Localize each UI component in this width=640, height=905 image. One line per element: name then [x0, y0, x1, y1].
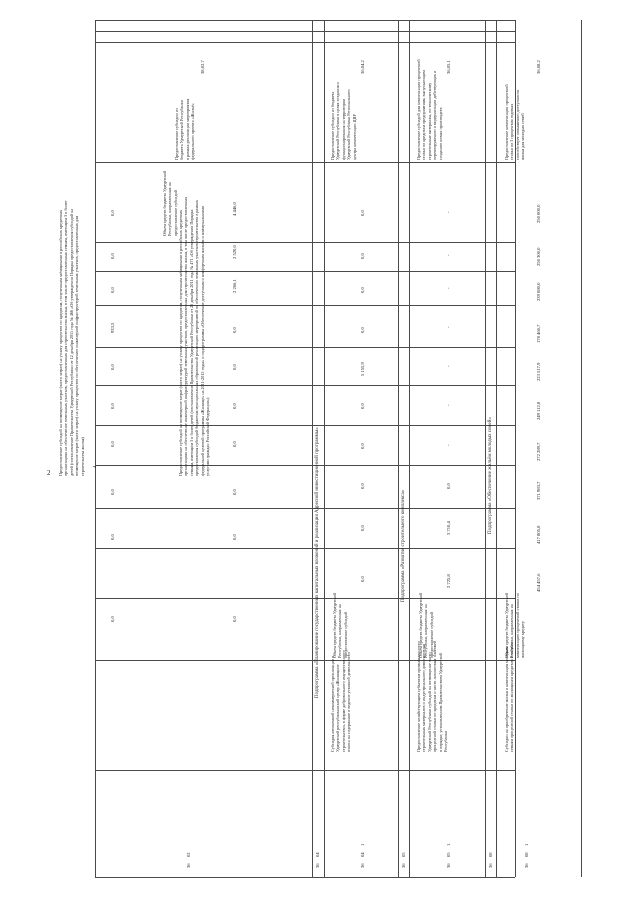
- source-label: Объем средств бюджета Удмуртской Республики, направленных на предоставление субсидий: [332, 592, 348, 658]
- row-code: 04: [315, 852, 320, 857]
- value-cell: 0,0: [360, 327, 365, 333]
- value-cell: 0,0: [360, 483, 365, 489]
- target-code: 38,02.7: [200, 60, 205, 74]
- value-cell: 0,0: [232, 364, 237, 370]
- rule-col-source: [95, 242, 515, 243]
- row-code: 08: [524, 852, 529, 857]
- table-border-top: [95, 20, 515, 21]
- row-num: 36: [315, 863, 320, 868]
- row-code: 05: [446, 852, 451, 857]
- row-code: 02: [186, 852, 191, 857]
- subprogram-band: Подпрограмма «Планирование государственных капитальных вложений и реализация Адресной инвестиционной программы»: [315, 427, 320, 698]
- row-sep-3: [485, 20, 486, 877]
- value-cell: 178 466,7: [536, 324, 541, 343]
- rule-v8: [95, 548, 515, 549]
- result-text: Предоставление компенсации процентной ставки по 3 процентам годовых способствует повышению доступности жилья для молодых семей: [504, 84, 526, 160]
- result-text: Предоставление субсидии из бюджета Удмуртской Республики в целях создания и функционирования на территории Удмуртской Республики Регионального центра компетенции ЦИР: [330, 82, 357, 160]
- rule-col-text: [95, 162, 515, 163]
- page-number: 2: [47, 469, 51, 477]
- value-cell: 0,0: [360, 443, 365, 449]
- target-code: 36,08.2: [536, 60, 541, 74]
- value-cell: 417 805,8: [536, 525, 541, 544]
- value-cell: 2 266,1: [232, 279, 237, 293]
- value-cell: -: [446, 444, 451, 446]
- value-cell: 0,0: [360, 525, 365, 531]
- value-cell: 2 520,0: [232, 245, 237, 259]
- rule-v10: [95, 660, 515, 661]
- value-cell: -: [446, 211, 451, 213]
- value-cell: 3 710,4: [446, 521, 451, 535]
- subprogram-band: Подпрограмма «Развитие строительного комплекса»: [401, 489, 406, 602]
- value-cell: 0,0: [232, 616, 237, 622]
- value-cell: 4 446,0: [232, 202, 237, 216]
- value-cell: 0,0: [110, 287, 115, 293]
- value-cell: 0,0: [110, 210, 115, 216]
- subprogram-band: Подпрограмма «Обеспечение жильём молодых семей»: [488, 417, 493, 534]
- value-cell: -: [446, 404, 451, 406]
- rule-v3: [95, 347, 515, 348]
- row-num: 36: [401, 863, 406, 868]
- value-cell: -: [446, 326, 451, 328]
- value-cell: 0,0: [232, 534, 237, 540]
- result-text: Предоставление субсидий для компенсации процентной ставки по кредитам предприятиям, выпускающим строительные материалы, по техническому перевооружению и модернизации действующих и созданию новых производств: [416, 59, 443, 160]
- row-num: 36: [488, 863, 493, 868]
- row-code: 08: [488, 852, 493, 857]
- row-text: Предоставление хозяйствующим субъектам промышленности строительных материалов и индустриального домостроения Удмуртской Республики субсидий на возмещение части процентной ставки по кредитам и части лизинговых платежей в порядке, установленном Правительством Удмуртской Республики: [416, 640, 449, 752]
- rule-v9: [95, 598, 515, 599]
- row-sep-band-04: [324, 20, 325, 877]
- value-cell: 371 983,7: [536, 481, 541, 500]
- rule-v2: [95, 305, 515, 306]
- row-num: 36: [524, 863, 529, 868]
- value-cell: 933,5: [110, 322, 115, 333]
- value-cell: 0,0: [360, 287, 365, 293]
- target-code: 36,04.2: [360, 60, 365, 74]
- row-text: Субсидия автономной некоммерческой организации в Удмуртской республиканский центр «Жилищное строительство» в форме добровольного имущественного взноса на содержание и ведение уставной деятельности: [330, 650, 352, 752]
- value-cell: 0,0: [110, 616, 115, 622]
- value-cell: 0,0: [110, 403, 115, 409]
- row-sep-band-05: [409, 20, 410, 877]
- rule-v6: [95, 465, 515, 466]
- value-cell: 0,0: [360, 210, 365, 216]
- rule-v5: [95, 425, 515, 426]
- row-sep-1: [312, 20, 313, 877]
- rule-col-code: [95, 42, 515, 43]
- value-cell: 5 155,9: [360, 362, 365, 376]
- row-sep-2: [398, 20, 399, 877]
- value-cell: 250 300,0: [536, 247, 541, 266]
- result-text: Предоставление субсидии из бюджета Удмуртской Республики в рамках реализации мероприятия федерального проекта «Жильё»: [174, 98, 196, 160]
- target-code: 36,05.1: [446, 60, 451, 74]
- row-sub: 1: [360, 843, 365, 846]
- row-sub: 1: [524, 843, 529, 846]
- value-cell: 0,0: [360, 403, 365, 409]
- rule-v7: [95, 508, 515, 509]
- source-label: Объем средств бюджета Удмуртской Республики, направленных на предоставление субсидий: [162, 170, 178, 236]
- value-cell: 239 080,0: [536, 282, 541, 301]
- row-num: 36: [186, 863, 191, 868]
- source-label: Объем средств бюджета Удмуртской Республики, направленных на предоставление субсидий: [418, 592, 434, 658]
- value-cell: 0,0: [360, 576, 365, 582]
- value-cell: 0,0: [110, 489, 115, 495]
- value-cell: 272 289,7: [536, 442, 541, 461]
- value-cell: 0,0: [232, 403, 237, 409]
- value-cell: -: [446, 287, 451, 289]
- row-text: Субсидии на приобретение жилья и компенсация молодым семьям процентной ставки по жилищным кредитам и займам: [504, 642, 515, 752]
- value-cell: -: [446, 365, 451, 367]
- value-cell: 0,0: [110, 253, 115, 259]
- value-cell: 223 517,9: [536, 362, 541, 381]
- row-code: 04: [360, 852, 365, 857]
- rule-v1: [95, 271, 515, 272]
- value-cell: 0,0: [110, 441, 115, 447]
- value-cell: -: [446, 254, 451, 256]
- row-num: 36: [446, 863, 451, 868]
- rule-v4: [95, 385, 515, 386]
- row-code: 05: [401, 852, 406, 857]
- source-label: Объем средств бюджета Удмуртской Республики, направленных на компенсацию процентной ставки по жилищному кредиту: [504, 592, 526, 658]
- row-sub: 4: [92, 465, 97, 468]
- value-cell: 0,0: [360, 253, 365, 259]
- value-cell: 0,0: [232, 441, 237, 447]
- value-cell: 249 112,8: [536, 401, 541, 420]
- value-cell: 2 725,8: [446, 574, 451, 588]
- rule-col-result: [95, 770, 515, 771]
- value-cell: 0,0: [232, 489, 237, 495]
- value-cell: 0,0: [110, 364, 115, 370]
- row-text-1: Предоставление субсидий на возмещение затрат (части затрат) на уплату процентов по кредитам, полученным заёмщиками в российских кредитных организациях на обеспечение земельных участков, предоставленных для строительства жилья, в том числе предоставленных семьям, имеющим 3 и более детей (постановление Правительства Удмуртской Республики от 12 декабря 2011 года № 466 «Об утверждении Порядка предоставления субсидий на возмещение затрат (части затрат) на уплату процентов по обеспечению инженерной инфраструктурой земельных участков, предоставленных для строительства жилья): [58, 200, 85, 476]
- value-cell: 0,0: [232, 327, 237, 333]
- value-cell: 250 000,0: [536, 204, 541, 223]
- row-num: 36: [360, 863, 365, 868]
- row-sep-final: [581, 20, 582, 877]
- row-sep-band-08: [496, 20, 497, 877]
- row-sub: 1: [446, 843, 451, 846]
- table-border-bottom: [95, 877, 515, 878]
- table-border-left: [95, 20, 96, 877]
- rule-col-num: [95, 31, 515, 32]
- row-text-2: Предоставление субсидий на возмещение затрат (части затрат) на уплату процентов по кредитам, полученным заёмщиками в российских кредитных организациях на обеспечение инженерной инфраструктурой земельных участков, предоставленных для строительства жилья, в том числе предоставленных семьям, имеющим 3 и более детей (постановление Правительства Удмуртской Республики от 26 декабря 2011 года № 471 «Об утверждении Порядка предоставления субсидий бюджетам муниципальных образований реализацию мероприятий по обеспечению земельных участков строительство в рамках федеральной целевой программы «Жилище» на 2011-2015 годы» и подпрограммы «Обеспечение доступным и комфортным жильём и коммунальными услугами граждан Российской Федерации»): [178, 196, 211, 476]
- value-cell: 0,0: [110, 534, 115, 540]
- value-cell: 454 457,6: [536, 573, 541, 592]
- value-cell: 0,0: [446, 483, 451, 489]
